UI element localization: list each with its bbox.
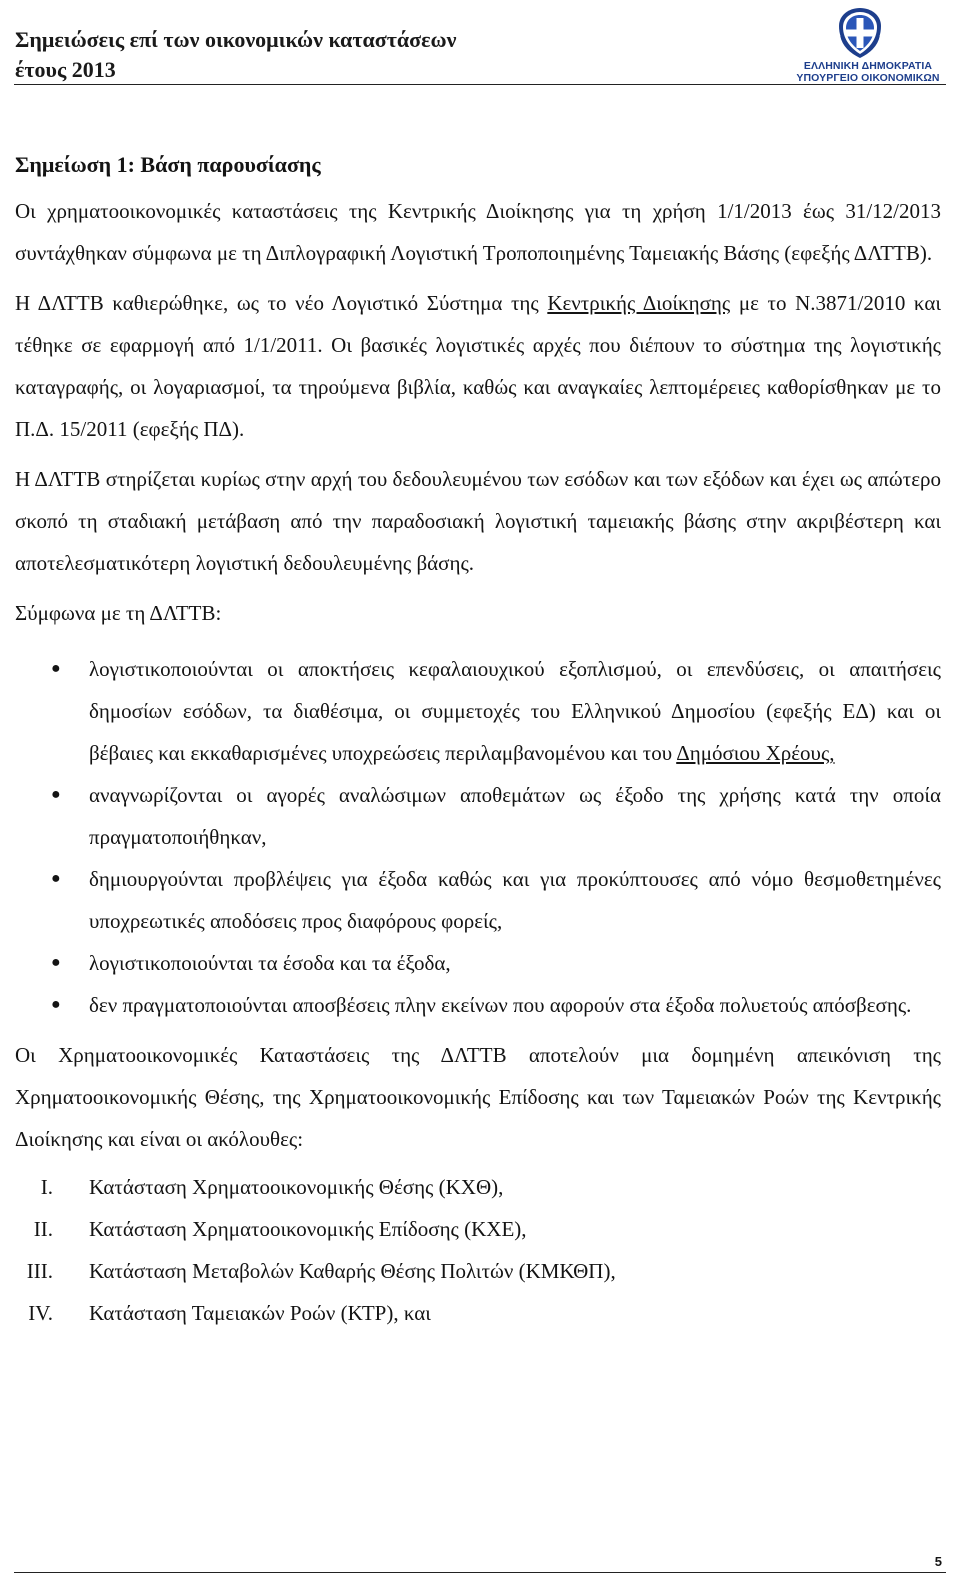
greek-emblem-icon: [835, 6, 885, 60]
logo-text-republic: ΕΛΛΗΝΙΚΗ ΔΗΜΟΚΡΑΤΙΑ: [803, 60, 933, 72]
paragraph-4: Σύμφωνα με τη ΔΛΤΤΒ:: [15, 601, 222, 625]
bullet-icon: ●: [51, 786, 61, 803]
header-divider: [14, 84, 946, 85]
bullet-icon: ●: [51, 954, 61, 971]
statement-item: II. Κατάσταση Χρηματοοικονομικής Επίδοσης (ΚΧΕ),: [33, 1217, 527, 1241]
statements-list: [15, 1166, 941, 1334]
header-title-line2: έτους 2013: [15, 57, 116, 82]
paragraph-3: Η ΔΛΤΤΒ στηρίζεται κυρίως στην αρχή του δεδουλευμένου των εσόδων και των εξόδων και έχει ως απώτερο σκοπό τη σταδιακή μετάβαση από την παραδοσιακή λογιστική ταμειακής βάσης στην ακριβέστερη και αποτελεσματικότερη λογιστική δεδουλευμένης βάσης.: [15, 467, 941, 575]
page-header: [0, 0, 960, 86]
bullet-icon: ●: [51, 660, 61, 677]
bullet-list: [15, 648, 941, 1026]
list-item: ● αναγνωρίζονται οι αγορές αναλώσιμων αποθεμάτων ως έξοδο της χρήσης κατά την οποία πραγματοποιήθηκαν,: [15, 774, 941, 858]
list-item: ● δημιουργούνται προβλέψεις για έξοδα καθώς και για προκύπτουσες από νόμο θεσμοθετημένες υποχρεωτικές αποδόσεις προς διαφόρους φορείς,: [15, 858, 941, 942]
paragraph-2: Η ΔΛΤΤΒ καθιερώθηκε, ως το νέο Λογιστικό Σύστημα της Κεντρικής Διοίκησης με το Ν.3871/2010 και τέθηκε σε εφαρμογή από 1/1/2011. Οι βασικές λογιστικές αρχές που διέπουν το σύστημα της λογιστικής καταγραφής, οι λογαριασμοί, τα τηρούμενα βιβλία, καθώς και αναγκαίες λεπτομέρειες καθορίσθηκαν με το Π.Δ. 15/2011 (εφεξής ΠΔ).: [15, 291, 941, 441]
footer-divider: [14, 1572, 946, 1573]
bullet-icon: ●: [51, 870, 61, 887]
list-item: ● λογιστικοποιούνται οι αποκτήσεις κεφαλαιουχικού εξοπλισμού, οι επενδύσεις, οι απαιτήσεις δημοσίων εσόδων, τα διαθέσιμα, οι συμμετοχές του Ελληνικού Δημοσίου (εφεξής ΕΔ) και οι βέβαιες και εκκαθαρισμένες υποχρεώσεις περιλαμβανομένου και του Δημόσιου Χρέους,: [15, 648, 941, 774]
ministry-logo: [790, 6, 946, 82]
statement-item: I. Κατάσταση Χρηματοοικονομικής Θέσης (ΚΧΘ),: [40, 1175, 504, 1199]
paragraph-5: Οι Χρηματοοικονομικές Καταστάσεις της ΔΛΤΤΒ αποτελούν μια δομημένη απεικόνιση της Χρηματοοικονομικής Θέσης, της Χρηματοοικονομικής Επίδοσης και των Ταμειακών Ροών της Κεντρικής Διοίκησης και είναι οι ακόλουθες:: [15, 1043, 941, 1151]
bullet-icon: ●: [51, 996, 61, 1013]
section-title: Σημείωση 1: Βάση παρουσίασης: [15, 152, 321, 177]
logo-text-ministry: ΥΠΟΥΡΓΕΙΟ ΟΙΚΟΝΟΜΙΚΩΝ: [796, 72, 940, 84]
list-item: ● λογιστικοποιούνται τα έσοδα και τα έξοδα,: [15, 942, 941, 984]
statement-item: IV. Κατάσταση Ταμειακών Ροών (ΚΤΡ), και: [28, 1301, 431, 1325]
statement-item: III. Κατάσταση Μεταβολών Καθαρής Θέσης Πολιτών (ΚΜΚΘΠ),: [26, 1259, 616, 1283]
central-administration-link[interactable]: Κεντρικής Διοίκησης: [547, 291, 731, 315]
page-number: 5: [934, 1554, 942, 1569]
paragraph-1: Οι χρηματοοικονομικές καταστάσεις της Κεντρικής Διοίκησης για τη χρήση 1/1/2013 έως 31/12/2013 συντάχθηκαν σύμφωνα με τη Διπλογραφική Λογιστική Τροποποιημένης Ταμειακής Βάσης (εφεξής ΔΛΤΤΒ).: [15, 199, 941, 265]
header-title-line1: Σημειώσεις επί των οικονομικών καταστάσεων: [15, 27, 457, 52]
public-debt-link[interactable]: Δημόσιου Χρέους,: [676, 741, 835, 765]
list-item: ● δεν πραγματοποιούνται αποσβέσεις πλην εκείνων που αφορούν στα έξοδα πολυετούς απόσβεσης.: [15, 984, 941, 1026]
header-title: [15, 25, 456, 85]
document-body: [15, 150, 941, 1334]
